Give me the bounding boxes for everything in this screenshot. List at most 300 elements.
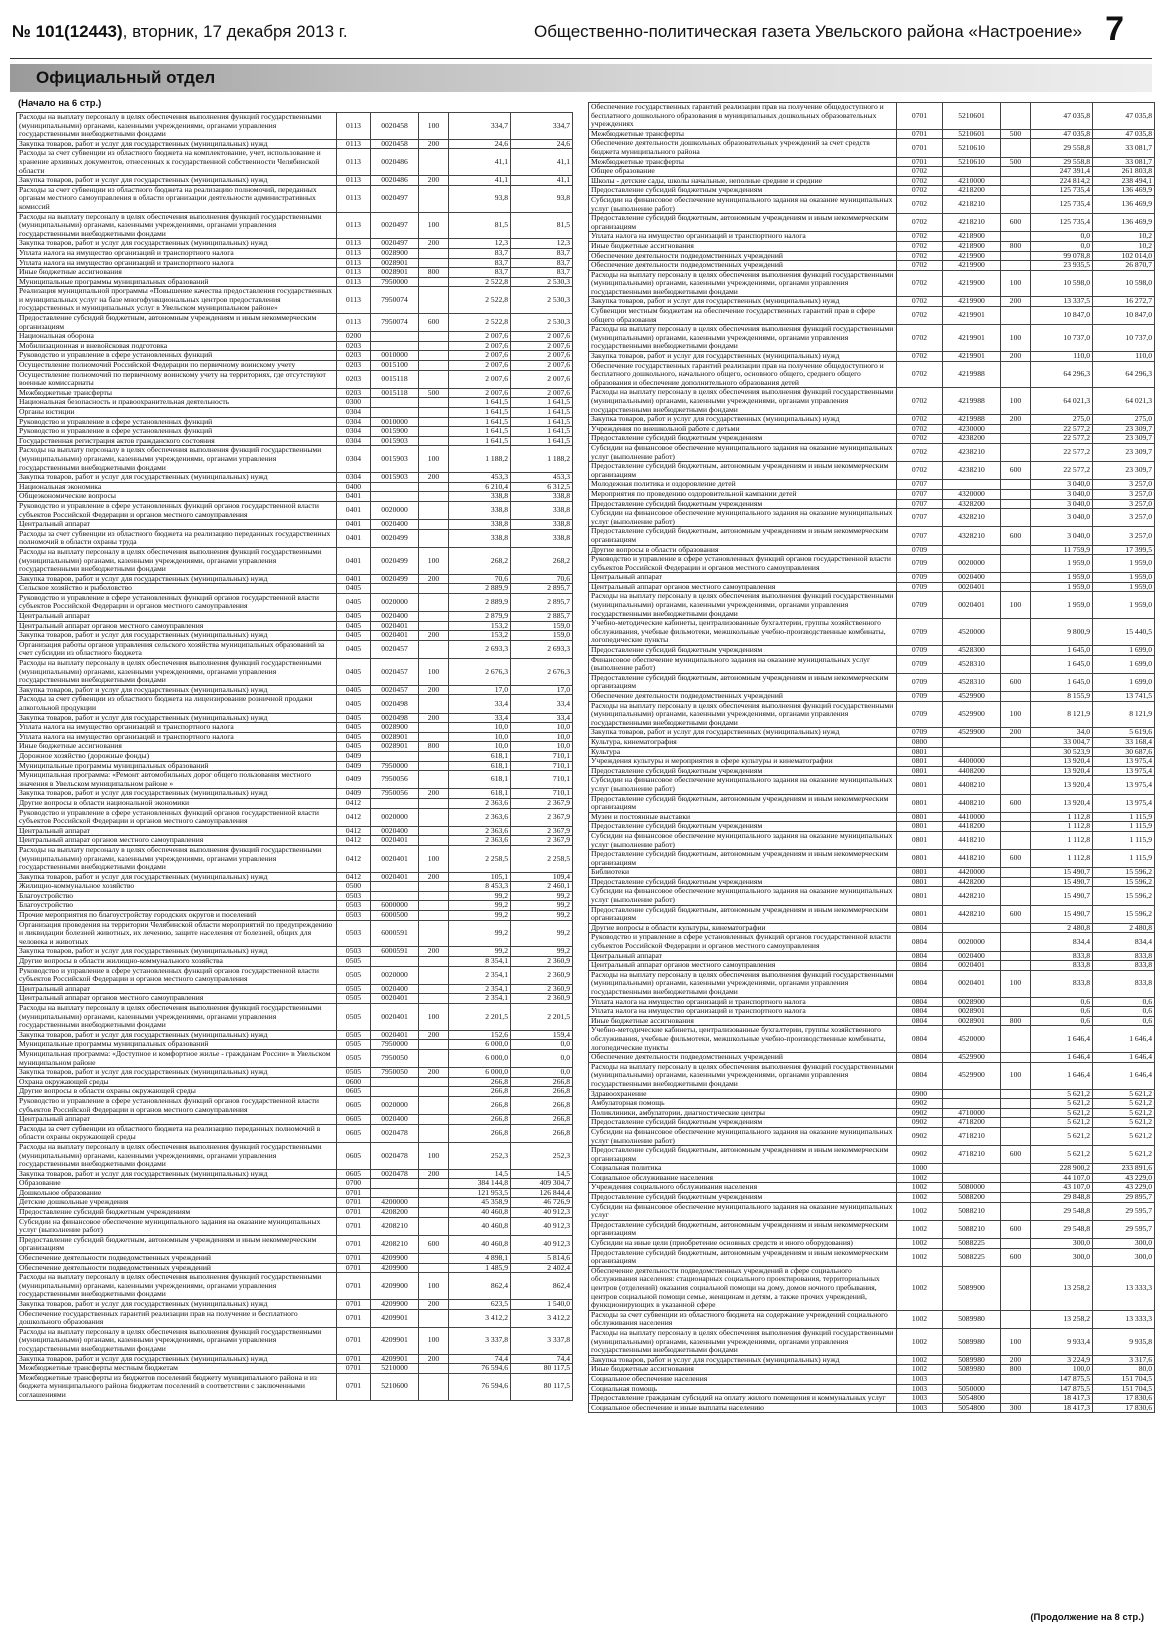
row-amount-2014: 5 621,2 xyxy=(1031,1108,1093,1118)
row-name: Обеспечение деятельности подведомственных учреждений xyxy=(589,251,897,261)
row-name: Расходы на выплату персоналу в целях обеспечения выполнения функций государственными (муниципальными) органами, казенными учреждениями, органами управления государственными внебюджетными фондами xyxy=(17,113,337,140)
row-section: 1002 xyxy=(897,1220,943,1238)
table-row xyxy=(17,1300,573,1310)
row-type: 800 xyxy=(1001,1016,1031,1026)
row-type: 200 xyxy=(419,1068,449,1078)
row-amount-2015: 99,2 xyxy=(511,947,573,957)
row-amount-2014: 1 646,4 xyxy=(1031,1062,1093,1089)
row-code: 4529900 xyxy=(943,701,1001,728)
row-name: Иные бюджетные ассигнования xyxy=(17,742,337,752)
row-amount-2015: 136 469,9 xyxy=(1093,186,1155,196)
row-section: 0801 xyxy=(897,794,943,812)
row-type xyxy=(1001,186,1031,196)
row-amount-2015: 15 440,5 xyxy=(1093,619,1155,646)
row-name: Обеспечение деятельности подведомственных учреждений xyxy=(17,1263,337,1273)
table-row xyxy=(17,593,573,611)
table-row xyxy=(17,139,573,149)
row-name: Организация проведения на территории Челябинской области мероприятий по предупреждению и ликвидации болезней животных, их лечению, защите населения от болезней, общих для человека и животных xyxy=(17,920,337,947)
row-code: 5210601 xyxy=(943,103,1001,130)
row-type xyxy=(1001,361,1031,388)
row-name: Дорожное хозяйство (дорожные фонды) xyxy=(17,751,337,761)
table-row xyxy=(589,462,1155,480)
table-row xyxy=(17,388,573,398)
row-amount-2015: 2 895,7 xyxy=(511,593,573,611)
row-type xyxy=(1001,1310,1031,1328)
row-name: Поликлиники, амбулатории, диагностические центры xyxy=(589,1108,897,1118)
row-name: Школы - детские сады, школы начальные, неполные средние и средние xyxy=(589,176,897,186)
row-amount-2014: 99 078,8 xyxy=(1031,251,1093,261)
table-row xyxy=(589,1355,1155,1365)
row-amount-2015: 2 367,9 xyxy=(511,826,573,836)
row-section: 0401 xyxy=(337,501,371,519)
table-row xyxy=(17,1235,573,1253)
row-name: Детские дошкольные учреждения xyxy=(17,1198,337,1208)
row-amount-2014: 13 258,2 xyxy=(1031,1266,1093,1310)
row-type xyxy=(1001,139,1031,157)
row-section: 0702 xyxy=(897,261,943,271)
row-amount-2014: 93,8 xyxy=(449,185,511,212)
table-row xyxy=(589,1053,1155,1063)
table-row xyxy=(17,732,573,742)
row-amount-2015: 46 726,9 xyxy=(511,1198,573,1208)
row-type xyxy=(1001,261,1031,271)
row-section: 0304 xyxy=(337,436,371,446)
row-section: 1002 xyxy=(897,1193,943,1203)
row-name: Закупка товаров, работ и услуг для государственных (муниципальных) нужд xyxy=(17,1169,337,1179)
row-amount-2015: 1 641,5 xyxy=(511,398,573,408)
row-name: Социальное обеспечение и иные выплаты населению xyxy=(589,1403,897,1413)
row-amount-2014: 224 814,2 xyxy=(1031,176,1093,186)
row-type xyxy=(1001,176,1031,186)
row-name: Расходы за счет субвенции из областного бюджета на реализацию переданных государственных полномочий в области охраны труда xyxy=(17,529,337,547)
row-amount-2015: 266,8 xyxy=(511,1096,573,1114)
table-row xyxy=(589,1089,1155,1099)
row-section: 0113 xyxy=(337,314,371,332)
row-amount-2014: 3 337,8 xyxy=(449,1327,511,1354)
row-code: 0020401 xyxy=(371,994,419,1004)
row-amount-2014: 2 007,6 xyxy=(449,388,511,398)
row-code: 4418210 xyxy=(943,831,1001,849)
row-amount-2015: 2 360,9 xyxy=(511,984,573,994)
row-amount-2014: 2 007,6 xyxy=(449,341,511,351)
section-title: Официальный отдел xyxy=(36,68,216,87)
row-name: Предоставление субсидий бюджетным, автономным учреждениям и иным некоммерческим организациям xyxy=(589,794,897,812)
row-name: Субсидии на финансовое обеспечение муниципального задания на оказание муниципальных услуг (выполнение работ) xyxy=(589,509,897,527)
row-code: 0020000 xyxy=(943,555,1001,573)
row-type xyxy=(419,1254,449,1264)
row-type xyxy=(1001,307,1031,325)
table-row xyxy=(589,232,1155,242)
row-amount-2014: 453,3 xyxy=(449,473,511,483)
row-amount-2014: 338,8 xyxy=(449,492,511,502)
table-row xyxy=(589,655,1155,673)
row-section: 1003 xyxy=(897,1374,943,1384)
row-code: 4420000 xyxy=(943,868,1001,878)
row-type: 200 xyxy=(419,872,449,882)
row-type: 100 xyxy=(1001,325,1031,352)
row-section: 0804 xyxy=(897,961,943,971)
row-type xyxy=(419,891,449,901)
row-amount-2015: 3 412,2 xyxy=(511,1309,573,1327)
row-amount-2015: 833,8 xyxy=(1093,970,1155,997)
row-section: 0405 xyxy=(337,593,371,611)
row-name: Центральный аппарат xyxy=(17,612,337,622)
row-amount-2015: 1 115,9 xyxy=(1093,812,1155,822)
row-code: 4219900 xyxy=(943,297,1001,307)
row-amount-2014: 105,1 xyxy=(449,872,511,882)
table-row xyxy=(589,1026,1155,1053)
row-section: 0801 xyxy=(897,757,943,767)
row-amount-2015: 10 737,0 xyxy=(1093,325,1155,352)
row-section: 0701 xyxy=(897,139,943,157)
row-amount-2014: 268,2 xyxy=(449,547,511,574)
table-row xyxy=(589,1173,1155,1183)
table-row xyxy=(17,185,573,212)
row-amount-2014: 618,1 xyxy=(449,789,511,799)
row-section: 0701 xyxy=(337,1188,371,1198)
row-type: 100 xyxy=(1001,592,1031,619)
row-code: 4710000 xyxy=(943,1108,1001,1118)
row-name: Другие вопросы в области культуры, кинематографии xyxy=(589,923,897,933)
table-row xyxy=(589,592,1155,619)
row-amount-2014: 15 490,7 xyxy=(1031,887,1093,905)
table-row xyxy=(589,794,1155,812)
row-section: 1002 xyxy=(897,1248,943,1266)
row-type xyxy=(419,612,449,622)
row-type: 600 xyxy=(1001,1146,1031,1164)
table-row xyxy=(589,573,1155,583)
row-type: 200 xyxy=(1001,415,1031,425)
row-code: 4718200 xyxy=(943,1118,1001,1128)
row-amount-2014: 6 000,0 xyxy=(449,1040,511,1050)
row-amount-2015: 833,8 xyxy=(1093,961,1155,971)
row-type: 200 xyxy=(1001,1355,1031,1365)
table-row xyxy=(589,1403,1155,1413)
table-row xyxy=(17,268,573,278)
row-section: 0801 xyxy=(897,877,943,887)
row-name: Охрана окружающей среды xyxy=(17,1077,337,1087)
row-type xyxy=(419,994,449,1004)
row-amount-2015: 1 699,0 xyxy=(1093,646,1155,656)
table-row xyxy=(17,436,573,446)
row-name: Закупка товаров, работ и услуг для государственных (муниципальных) нужд xyxy=(589,728,897,738)
row-amount-2014: 2 258,5 xyxy=(449,845,511,872)
row-amount-2015: 2 258,5 xyxy=(511,845,573,872)
row-section: 0200 xyxy=(337,332,371,342)
row-name: Обеспечение деятельности подведомственных учреждений xyxy=(589,261,897,271)
row-amount-2014: 33 004,7 xyxy=(1031,737,1093,747)
row-amount-2014: 266,8 xyxy=(449,1087,511,1097)
row-name: Расходы за счет субвенции из областного бюджета на лицензирование розничной продажи алкогольной продукции xyxy=(17,695,337,713)
row-section: 1002 xyxy=(897,1266,943,1310)
table-row xyxy=(17,212,573,239)
row-section: 0702 xyxy=(897,270,943,297)
row-code: 6000000 xyxy=(371,901,419,911)
row-section: 0400 xyxy=(337,482,371,492)
row-name: Расходы на выплату персоналу в целях обеспечения выполнения функций государственными (муниципальными) органами, казенными учреждениями, органами управления государственными внебюджетными фондами xyxy=(589,970,897,997)
row-section: 0804 xyxy=(897,1053,943,1063)
row-amount-2014: 8 155,9 xyxy=(1031,692,1093,702)
row-code: 0020400 xyxy=(371,520,419,530)
row-code: 0020401 xyxy=(371,1030,419,1040)
row-code: 0020400 xyxy=(371,612,419,622)
row-amount-2015: 1 115,9 xyxy=(1093,831,1155,849)
row-amount-2015: 10,0 xyxy=(511,742,573,752)
row-code xyxy=(371,798,419,808)
row-code: 4219988 xyxy=(943,388,1001,415)
row-code: 0020457 xyxy=(371,659,419,686)
row-code: 4200000 xyxy=(371,1198,419,1208)
row-amount-2014: 70,6 xyxy=(449,574,511,584)
row-amount-2014: 2 007,6 xyxy=(449,361,511,371)
row-type xyxy=(419,1049,449,1067)
row-section: 0503 xyxy=(337,891,371,901)
row-name: Закупка товаров, работ и услуг для государственных (муниципальных) нужд xyxy=(17,239,337,249)
row-amount-2015: 710,1 xyxy=(511,751,573,761)
table-row xyxy=(589,1062,1155,1089)
table-row xyxy=(17,1087,573,1097)
row-amount-2015: 3 257,0 xyxy=(1093,509,1155,527)
row-amount-2015: 1 115,9 xyxy=(1093,850,1155,868)
row-amount-2015: 2 007,6 xyxy=(511,361,573,371)
row-amount-2014: 29 848,8 xyxy=(1031,1193,1093,1203)
row-section: 0804 xyxy=(897,1062,943,1089)
row-code: 0020400 xyxy=(943,951,1001,961)
row-section: 0900 xyxy=(897,1089,943,1099)
table-row xyxy=(17,826,573,836)
table-row xyxy=(17,872,573,882)
row-section: 0701 xyxy=(337,1300,371,1310)
row-amount-2015: 2 530,3 xyxy=(511,314,573,332)
row-code: 4209901 xyxy=(371,1309,419,1327)
row-type xyxy=(1001,573,1031,583)
row-section: 0409 xyxy=(337,761,371,771)
row-section: 0709 xyxy=(897,573,943,583)
table-row xyxy=(589,868,1155,878)
row-name: Предоставление субсидий бюджетным учреждениям xyxy=(589,877,897,887)
table-row xyxy=(589,270,1155,297)
row-type: 200 xyxy=(419,789,449,799)
row-type: 100 xyxy=(419,547,449,574)
row-amount-2014: 47 035,8 xyxy=(1031,129,1093,139)
row-code: 4529900 xyxy=(943,692,1001,702)
row-amount-2014: 30 523,9 xyxy=(1031,747,1093,757)
row-section: 0902 xyxy=(897,1108,943,1118)
table-row xyxy=(17,287,573,314)
table-row xyxy=(589,747,1155,757)
issue-line xyxy=(12,22,348,42)
table-row xyxy=(589,850,1155,868)
row-name: Расходы на выплату персоналу в целях обеспечения выполнения функций государственными (муниципальными) органами, казенными учреждениями, органами управления государственными внебюджетными фондами xyxy=(17,1004,337,1031)
row-type: 600 xyxy=(1001,850,1031,868)
row-amount-2014: 0,6 xyxy=(1031,1007,1093,1017)
row-type xyxy=(1001,757,1031,767)
row-amount-2015: 1 699,0 xyxy=(1093,673,1155,691)
table-row xyxy=(17,1068,573,1078)
row-code: 0020400 xyxy=(371,1115,419,1125)
row-amount-2015: 33 081,7 xyxy=(1093,157,1155,167)
row-type xyxy=(419,732,449,742)
row-section: 0405 xyxy=(337,584,371,594)
row-name: Межбюджетные трансферты местным бюджетам xyxy=(17,1364,337,1374)
table-row xyxy=(589,1099,1155,1109)
table-row xyxy=(589,489,1155,499)
table-row xyxy=(589,214,1155,232)
row-name: Центральный аппарат xyxy=(17,826,337,836)
row-type xyxy=(419,1263,449,1273)
table-row xyxy=(17,1188,573,1198)
row-amount-2014: 11 759,9 xyxy=(1031,545,1093,555)
row-amount-2015: 47 035,8 xyxy=(1093,103,1155,130)
row-code: 5089980 xyxy=(943,1355,1001,1365)
row-type xyxy=(1001,443,1031,461)
table-row xyxy=(17,891,573,901)
row-name: Социальная политика xyxy=(589,1164,897,1174)
row-type xyxy=(419,398,449,408)
row-name: Расходы за счет субвенции из областного бюджета на реализацию переданных полномочий в области охраны окружающей среды xyxy=(17,1124,337,1142)
row-code: 4528310 xyxy=(943,655,1001,673)
row-section: 0707 xyxy=(897,480,943,490)
row-name: Расходы на выплату персоналу в целях обеспечения выполнения функций государственными (муниципальными) органами, казенными учреждениями, органами управления государственными внебюджетными фондами xyxy=(17,1273,337,1300)
row-code: 4219988 xyxy=(943,415,1001,425)
row-amount-2015: 109,4 xyxy=(511,872,573,882)
row-name: Муниципальные программы муниципальных образований xyxy=(17,761,337,771)
row-name: Центральный аппарат органов местного самоуправления xyxy=(17,836,337,846)
row-code xyxy=(371,1188,419,1198)
row-section: 0505 xyxy=(337,1004,371,1031)
row-code: 4408210 xyxy=(943,794,1001,812)
issue-date: , вторник, 17 декабря 2013 г. xyxy=(122,22,348,41)
row-amount-2015: 40 912,3 xyxy=(511,1208,573,1218)
row-type: 600 xyxy=(1001,905,1031,923)
row-section: 0113 xyxy=(337,258,371,268)
row-section: 0701 xyxy=(897,157,943,167)
row-code: 0020458 xyxy=(371,113,419,140)
row-amount-2014: 153,2 xyxy=(449,621,511,631)
row-amount-2015: 13 975,4 xyxy=(1093,757,1155,767)
row-section: 1003 xyxy=(897,1403,943,1413)
row-type xyxy=(1001,1183,1031,1193)
row-name: Субсидии на финансовое обеспечение муниципального задания на оказание муниципальных услуг (выполнение работ) xyxy=(17,1217,337,1235)
row-type: 100 xyxy=(1001,1062,1031,1089)
row-name: Предоставление субсидий бюджетным, автономным учреждениям и иным некоммерческим организациям xyxy=(589,673,897,691)
row-code: 7950000 xyxy=(371,761,419,771)
table-row xyxy=(17,547,573,574)
row-section: 0702 xyxy=(897,424,943,434)
row-section: 0709 xyxy=(897,582,943,592)
row-name: Муниципальная программа: «Ремонт автомобильных дорог общего пользования местного значения в Увельском муниципальном районе » xyxy=(17,771,337,789)
row-amount-2014: 862,4 xyxy=(449,1273,511,1300)
row-type xyxy=(419,370,449,388)
table-row xyxy=(17,427,573,437)
row-section: 0702 xyxy=(897,415,943,425)
row-name: Закупка товаров, работ и услуг для государственных (муниципальных) нужд xyxy=(17,872,337,882)
row-code: 0020000 xyxy=(371,593,419,611)
table-row xyxy=(589,1007,1155,1017)
row-section: 0804 xyxy=(897,970,943,997)
row-code: 4230000 xyxy=(943,424,1001,434)
row-name: Здравоохранение xyxy=(589,1089,897,1099)
row-amount-2014: 2 354,1 xyxy=(449,994,511,1004)
table-row xyxy=(17,1040,573,1050)
row-name: Закупка товаров, работ и услуг для государственных (муниципальных) нужд xyxy=(589,1355,897,1365)
table-row xyxy=(589,352,1155,362)
table-row xyxy=(589,388,1155,415)
row-section: 0702 xyxy=(897,167,943,177)
row-amount-2015: 159,0 xyxy=(511,631,573,641)
row-type xyxy=(1001,251,1031,261)
continued-to: (Продолжение на 8 стр.) xyxy=(1030,1612,1144,1623)
table-row xyxy=(17,640,573,658)
row-type: 600 xyxy=(1001,794,1031,812)
row-type: 300 xyxy=(1001,1403,1031,1413)
row-code: 5089980 xyxy=(943,1328,1001,1355)
row-code: 4208200 xyxy=(371,1208,419,1218)
row-code: 0020498 xyxy=(371,695,419,713)
row-amount-2015: 266,8 xyxy=(511,1115,573,1125)
row-name: Расходы на выплату персоналу в целях обеспечения выполнения функций государственными (муниципальными) органами, казенными учреждениями, органами управления государственными внебюджетными фондами xyxy=(17,212,337,239)
row-amount-2015: 9 935,8 xyxy=(1093,1328,1155,1355)
row-section: 0304 xyxy=(337,446,371,473)
row-name: Руководство и управление в сфере установленных функций органов государственной власти субъектов Российской Федерации и органов местного самоуправления xyxy=(589,555,897,573)
row-code xyxy=(943,1164,1001,1174)
row-section: 0503 xyxy=(337,920,371,947)
row-name: Субсидии на финансовое обеспечение муниципального задания на оказание муниципальных услуг (выполнение работ) xyxy=(589,1127,897,1145)
table-row xyxy=(589,905,1155,923)
row-amount-2015: 29 895,7 xyxy=(1093,1193,1155,1203)
row-amount-2015: 338,8 xyxy=(511,520,573,530)
table-row xyxy=(589,1164,1155,1174)
row-name: Расходы на выплату персоналу в целях обеспечения выполнения функций государственными (муниципальными) органами, казенными учреждениями, органами управления государственными внебюджетными фондами xyxy=(589,325,897,352)
row-amount-2014: 2 693,3 xyxy=(449,640,511,658)
table-row xyxy=(17,947,573,957)
table-row xyxy=(589,1127,1155,1145)
row-amount-2014: 10,0 xyxy=(449,742,511,752)
row-code: 4418210 xyxy=(943,850,1001,868)
row-type xyxy=(1001,582,1031,592)
row-name: Муниципальные программы муниципальных образований xyxy=(17,1040,337,1050)
row-amount-2015: 3 257,0 xyxy=(1093,480,1155,490)
row-name: Национальная оборона xyxy=(17,332,337,342)
row-amount-2014: 10,0 xyxy=(449,732,511,742)
table-row xyxy=(17,1364,573,1374)
row-type: 500 xyxy=(419,388,449,398)
row-amount-2014: 266,8 xyxy=(449,1124,511,1142)
row-section: 1000 xyxy=(897,1164,943,1174)
row-code: 4520000 xyxy=(943,619,1001,646)
row-name: Уплата налога на имущество организаций и транспортного налога xyxy=(17,248,337,258)
row-type: 200 xyxy=(1001,352,1031,362)
row-code: 0028901 xyxy=(943,1007,1001,1017)
row-amount-2015: 1 646,4 xyxy=(1093,1062,1155,1089)
row-code: 0015900 xyxy=(371,427,419,437)
row-section: 1002 xyxy=(897,1173,943,1183)
row-section: 1002 xyxy=(897,1355,943,1365)
row-amount-2014: 81,5 xyxy=(449,212,511,239)
row-name: Органы юстиции xyxy=(17,408,337,418)
row-section: 0505 xyxy=(337,957,371,967)
table-row xyxy=(17,1179,573,1189)
row-amount-2015: 41,1 xyxy=(511,176,573,186)
row-section: 0505 xyxy=(337,1049,371,1067)
row-name: Закупка товаров, работ и услуг для государственных (муниципальных) нужд xyxy=(17,1030,337,1040)
table-row xyxy=(589,951,1155,961)
row-section: 0707 xyxy=(897,527,943,545)
row-name: Обеспечение деятельности подведомственных учреждений xyxy=(589,1053,897,1063)
table-row xyxy=(17,994,573,1004)
row-amount-2014: 2 522,8 xyxy=(449,314,511,332)
row-type xyxy=(419,1188,449,1198)
